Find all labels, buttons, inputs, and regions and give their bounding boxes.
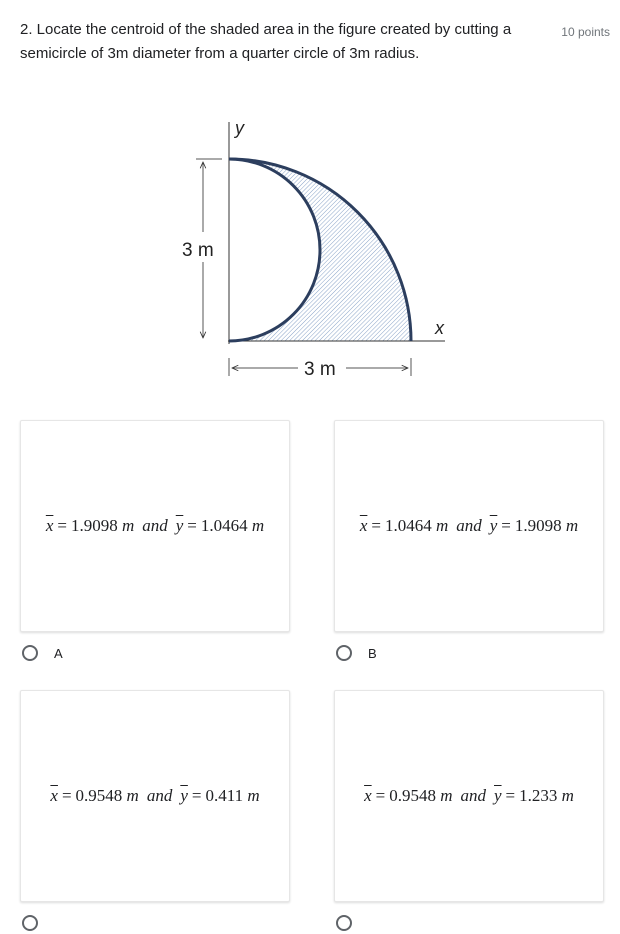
option-c-formula: $\overline{x} = 0.9548$ m and $\overline{y} = 0.411$ m (50, 786, 260, 805)
quarter-circle-diagram (170, 112, 460, 387)
question-header (20, 18, 610, 66)
height-label: 3 m (182, 240, 214, 261)
question-text: 2. Locate the centroid of the shaded area in the figure created by cutting a semicircle of 3m diameter from a quarter circle of 3m radius. (20, 21, 512, 62)
option-c-radio-row[interactable] (22, 912, 54, 934)
option-d-card[interactable] (334, 690, 604, 902)
option-b-radio-row[interactable] (336, 642, 377, 664)
option-c-card[interactable] (20, 690, 290, 902)
points-label: 10 points (561, 25, 610, 39)
option-b-radio[interactable] (336, 645, 352, 661)
option-c-radio[interactable] (22, 915, 38, 931)
option-d-radio[interactable] (336, 915, 352, 931)
option-b-formula: $\overline{x} = 1.0464$ m and $\overline{y} = 1.9098$ m (359, 516, 579, 535)
x-axis-label: x (435, 318, 444, 338)
option-a-radio-row[interactable] (22, 642, 63, 664)
option-a-formula: $\overline{x} = 1.9098$ m and $\overline{y} = 1.0464$ m (45, 516, 265, 535)
width-label: 3 m (304, 359, 336, 380)
option-d-formula: $\overline{x} = 0.9548$ m and $\overline{y} = 1.233$ m (364, 786, 574, 805)
option-b-card[interactable] (334, 420, 604, 632)
option-d-radio-row[interactable] (336, 912, 368, 934)
option-a-label: A (54, 645, 63, 661)
option-a-card[interactable] (20, 420, 290, 632)
y-axis-label: y (235, 118, 244, 138)
question-figure (170, 112, 460, 387)
option-b-label: B (368, 645, 377, 661)
option-a-radio[interactable] (22, 645, 38, 661)
